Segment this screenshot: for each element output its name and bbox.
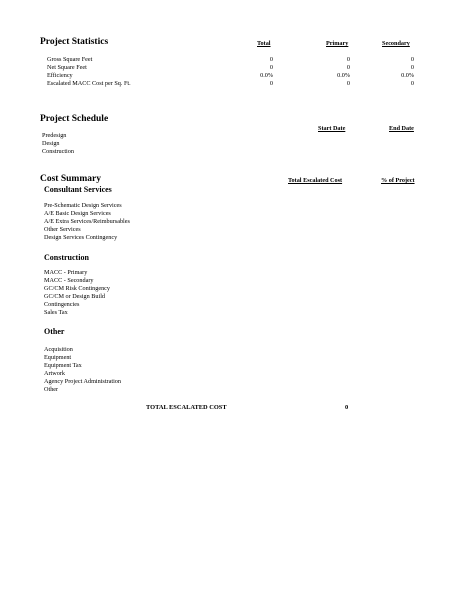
stats-row-secondary: 0 — [410, 64, 414, 71]
stats-row-secondary: 0 — [410, 80, 414, 87]
cost-title: Cost Summary — [40, 174, 101, 184]
stats-row-label: Gross Square Feet — [47, 56, 93, 63]
stats-header-primary: Primary — [326, 40, 349, 47]
consultant-services-heading: Consultant Services — [44, 185, 112, 194]
construction-heading: Construction — [44, 253, 89, 262]
other-heading: Other — [44, 327, 65, 336]
schedule-title: Project Schedule — [40, 114, 109, 124]
consultant-item: Pre-Schematic Design Services — [44, 202, 122, 209]
stats-row-total: 0 — [269, 64, 273, 71]
stats-row-primary: 0 — [346, 56, 350, 63]
stats-row-primary: 0.0% — [337, 72, 350, 79]
stats-row-primary: 0 — [346, 80, 350, 87]
stats-row-primary: 0 — [346, 64, 350, 71]
other-item: Equipment Tax — [44, 362, 82, 369]
stats-row-total: 0.0% — [260, 72, 273, 79]
other-item: Equipment — [44, 354, 72, 361]
other-item: Other — [44, 386, 59, 393]
stats-header-total: Total — [257, 40, 271, 47]
stats-header-secondary: Secondary — [382, 40, 410, 47]
consultant-item: Other Services — [44, 226, 81, 233]
construction-item: MACC - Secondary — [44, 277, 94, 284]
consultant-item: A/E Basic Design Services — [44, 210, 111, 217]
stats-row-total: 0 — [269, 56, 273, 63]
other-item: Agency Project Administration — [44, 378, 121, 385]
construction-item: GC/CM or Design Build — [44, 293, 106, 300]
cost-header-percent: % of Project — [381, 177, 415, 184]
total-escalated-cost-value: 0 — [345, 404, 349, 411]
cost-header-total: Total Escalated Cost — [288, 177, 343, 184]
stats-row-total: 0 — [269, 80, 273, 87]
schedule-header-start: Start Date — [318, 125, 346, 132]
stats-row-label: Efficiency — [47, 72, 73, 79]
consultant-item: Design Services Contingency — [44, 234, 118, 241]
schedule-header-end: End Date — [389, 125, 414, 132]
construction-item: MACC - Primary — [44, 269, 88, 276]
stats-row-secondary: 0.0% — [401, 72, 414, 79]
stats-title: Project Statistics — [40, 37, 109, 47]
stats-row-label: Escalated MACC Cost per Sq. Ft. — [47, 80, 131, 87]
schedule-item: Construction — [42, 148, 74, 155]
construction-item: Sales Tax — [44, 309, 68, 316]
schedule-item: Design — [42, 140, 60, 147]
stats-row-secondary: 0 — [410, 56, 414, 63]
schedule-item: Predesign — [42, 132, 67, 139]
construction-item: Contingencies — [44, 301, 80, 308]
consultant-item: A/E Extra Services/Reimbursables — [44, 218, 130, 225]
other-item: Acquisition — [44, 346, 73, 353]
stats-row-label: Net Square Feet — [47, 64, 87, 71]
other-item: Artwork — [44, 370, 65, 377]
construction-item: GC/CM Risk Contingency — [44, 285, 111, 292]
total-escalated-cost-label: TOTAL ESCALATED COST — [146, 404, 227, 411]
